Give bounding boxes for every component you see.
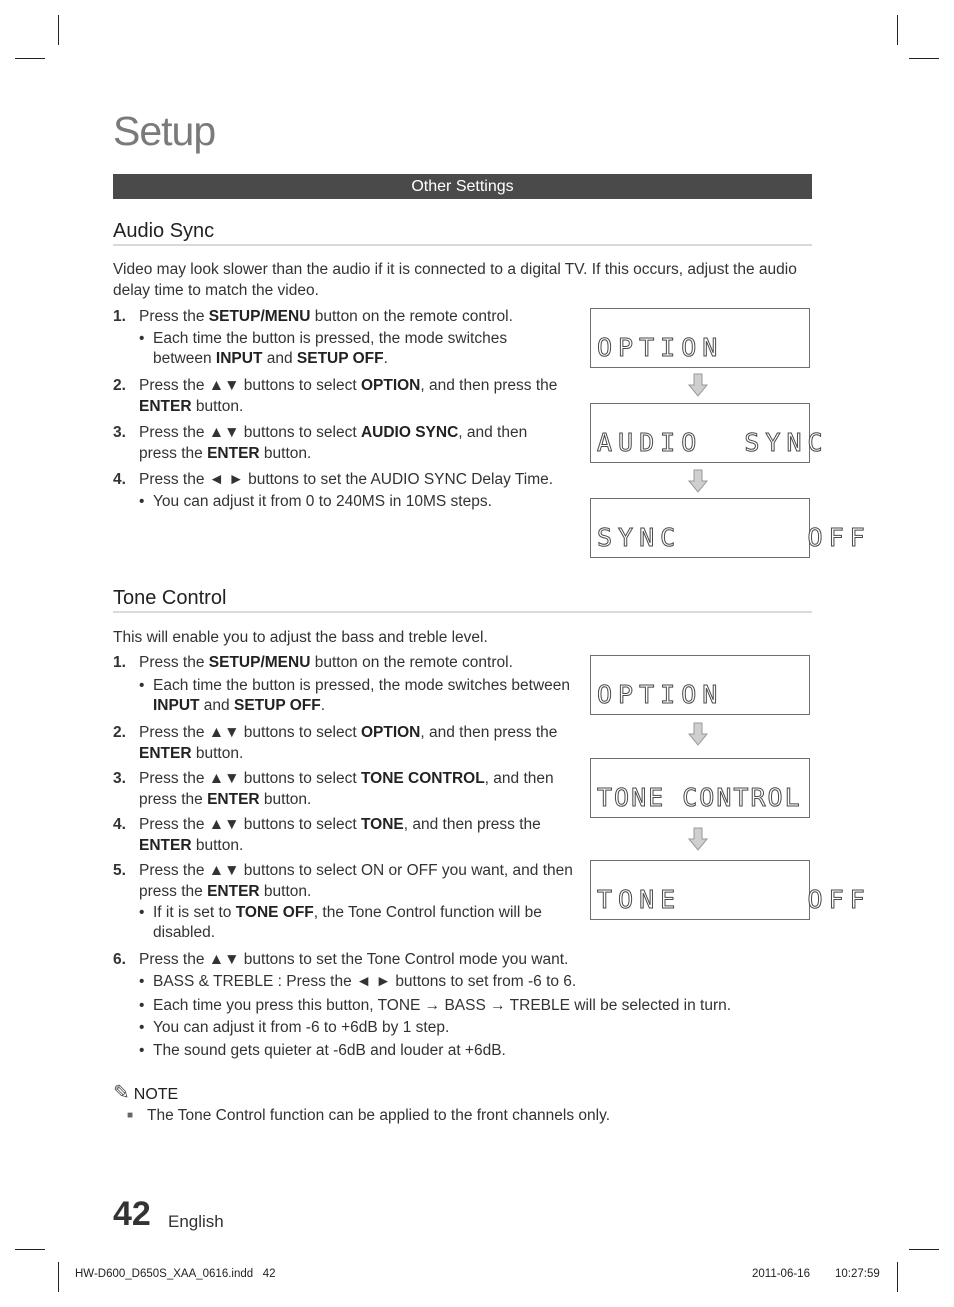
crop-mark — [909, 1249, 939, 1250]
tone-control-intro: This will enable you to adjust the bass and treble level. — [113, 629, 488, 646]
crop-mark — [15, 58, 45, 59]
tone-control-heading: Tone Control — [113, 587, 812, 613]
down-arrow-icon — [688, 722, 708, 746]
lcd-display: OPTION — [590, 655, 810, 715]
audio-sync-heading: Audio Sync — [113, 220, 812, 246]
page-language: English — [168, 1212, 224, 1231]
audio-sync-intro: Video may look slower than the audio if it is connected to a digital TV. If this occurs, adjust the audio delay time to match the video. — [113, 261, 797, 299]
pencil-icon: ✎ — [113, 1082, 130, 1104]
chapter-title: Setup — [113, 108, 216, 154]
crop-mark — [15, 1249, 45, 1250]
square-bullet-icon: ■ — [127, 1110, 134, 1121]
footer-file: HW-D600_D650S_XAA_0616.indd 42 — [75, 1268, 276, 1280]
lcd-display: AUDIO SYNC — [590, 403, 810, 463]
footer-time: 10:27:59 — [835, 1268, 880, 1280]
footer-date: 2011-06-16 — [752, 1268, 810, 1280]
crop-mark — [58, 1262, 59, 1292]
lcd-display: TONE CONTROL — [590, 758, 810, 818]
page-number: 42 — [113, 1195, 151, 1233]
down-arrow-icon — [688, 469, 708, 493]
down-arrow-icon — [688, 373, 708, 397]
crop-mark — [897, 1262, 898, 1292]
crop-mark — [909, 58, 939, 59]
note-label: ✎ NOTE — [113, 1082, 179, 1104]
crop-mark — [58, 15, 59, 45]
lcd-display: SYNC OFF — [590, 498, 810, 558]
lcd-display: OPTION — [590, 308, 810, 368]
section-bar: Other Settings — [113, 174, 812, 199]
down-arrow-icon — [688, 827, 708, 851]
lcd-display: TONE OFF — [590, 860, 810, 920]
crop-mark — [897, 15, 898, 45]
